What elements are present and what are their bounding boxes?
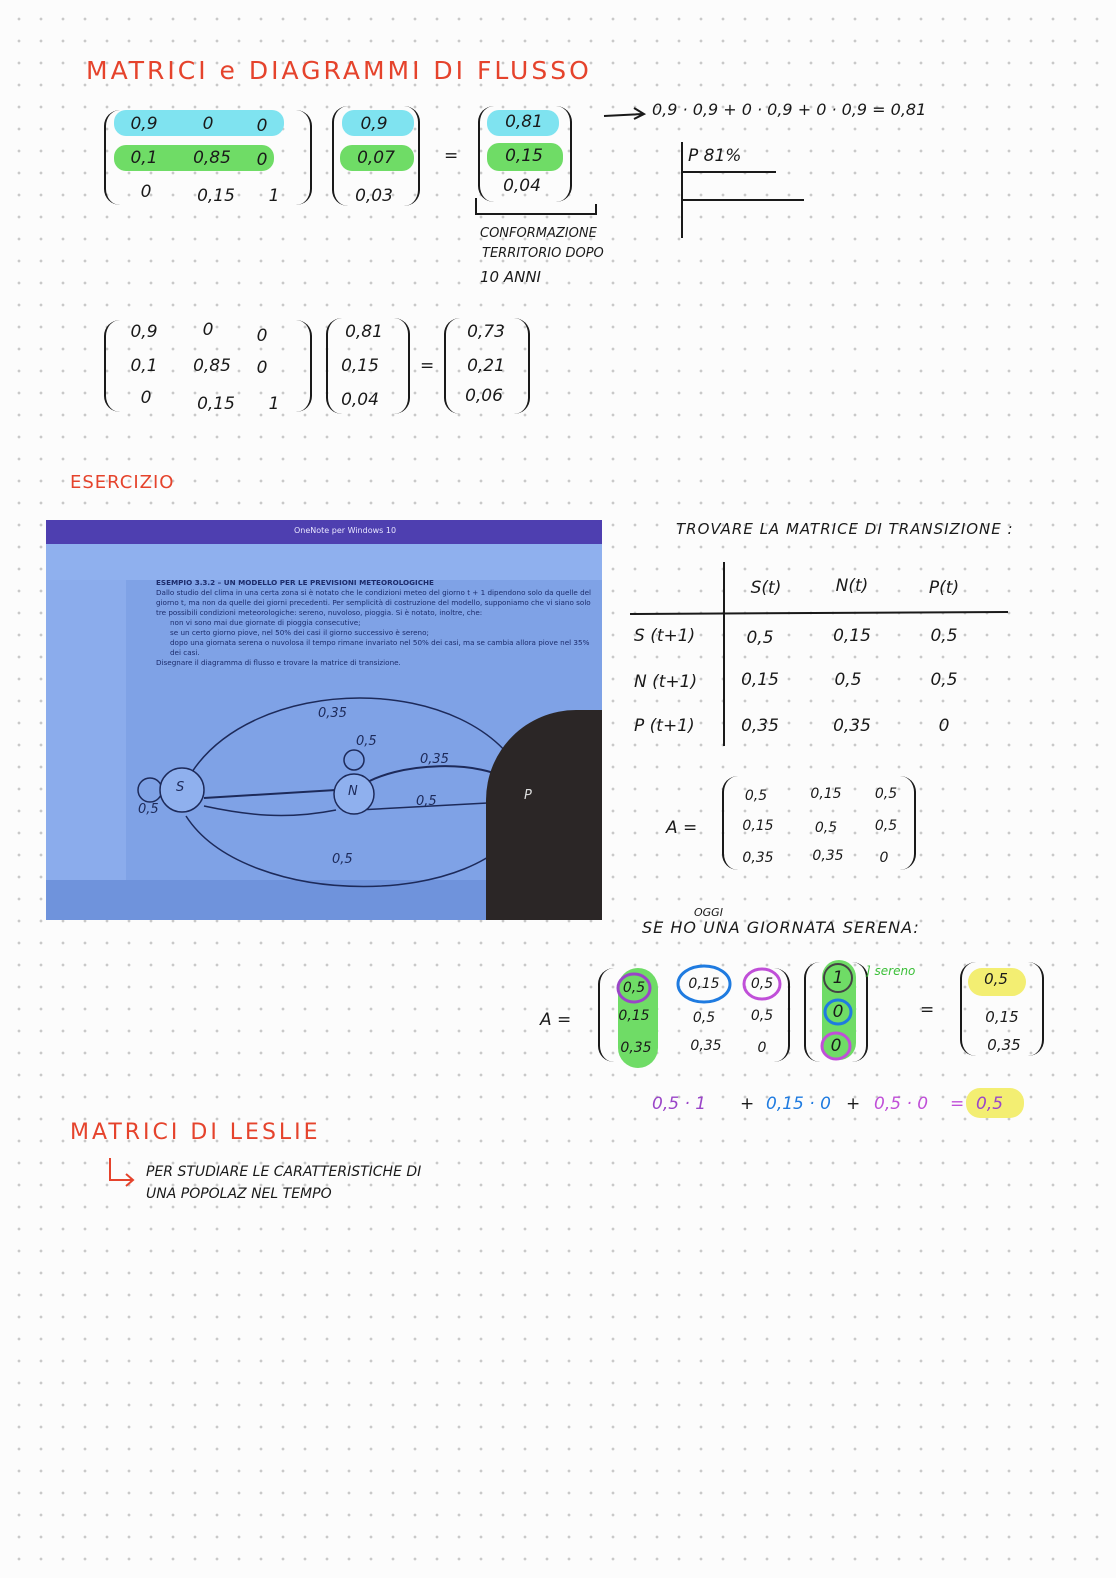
- exercise-bullet-2: se un certo giorno piove, nel 50% dei casi il giorno successivo è sereno;: [170, 628, 429, 637]
- state-2: 0: [830, 1036, 842, 1056]
- t-r0c1: 0,15: [833, 626, 871, 646]
- row-header-p: P (t+1): [634, 716, 695, 736]
- leslie-note-line-1: PER STUDIARE LE CARATTERISTICHE DI: [146, 1164, 422, 1180]
- edge-label-sp-top: 0,35: [318, 706, 347, 721]
- m1-r2c1: 0,15: [197, 186, 235, 206]
- m1-r1c0: 0,1: [130, 148, 158, 168]
- a-r0c1: 0,15: [810, 786, 842, 802]
- calc-result: 0,5: [976, 1094, 1004, 1114]
- t-r1c0: 0,15: [741, 670, 779, 690]
- t-r0c2: 0,5: [930, 626, 958, 646]
- v2-1: 0,15: [341, 356, 379, 376]
- edge-label-ss: 0,5: [138, 802, 159, 817]
- matrix-A-label: A =: [666, 818, 698, 838]
- exercise-task: Disegnare il diagramma di flusso e trovare la matrice di transizione.: [156, 658, 401, 667]
- res-0: 0,5: [984, 970, 1008, 988]
- section-title-leslie: MATRICI DI LESLIE: [70, 1120, 321, 1145]
- r2-0: 0,73: [467, 322, 505, 342]
- m2-r2c2: 1: [268, 394, 280, 414]
- r1-0: 0,81: [505, 112, 543, 132]
- m2-r0c0: 0,9: [130, 322, 158, 342]
- m2-r1c0: 0,1: [130, 356, 158, 376]
- edge-label-ps-bottom: 0,5: [332, 852, 353, 867]
- m2-r0c1: 0: [202, 320, 214, 340]
- t-r2c0: 0,35: [741, 716, 779, 736]
- oggi-note: OGGI: [694, 906, 723, 919]
- r2-2: 0,06: [465, 386, 503, 406]
- t-r1c2: 0,5: [930, 670, 958, 690]
- r2-1: 0,21: [467, 356, 505, 376]
- caption-line-3: 10 ANNI: [480, 268, 541, 286]
- instruction: TROVARE LA MATRICE DI TRANSIZIONE :: [676, 520, 1014, 538]
- calc-part-2: 0,15 · 0: [766, 1094, 831, 1114]
- a-r0c2: 0,5: [874, 786, 898, 802]
- edge-label-np: 0,35: [420, 752, 449, 767]
- r1-2: 0,04: [503, 176, 541, 196]
- m2-r0c2: 0: [256, 326, 268, 346]
- equals-sign-1: =: [444, 146, 459, 166]
- equals-sign-3: =: [920, 1000, 935, 1020]
- calc-part-3: 0,5 · 0: [874, 1094, 929, 1114]
- edge-label-nn: 0,5: [356, 734, 377, 749]
- m2-r2c0: 0: [140, 388, 152, 408]
- m1-r1c2: 0: [256, 150, 268, 170]
- t-r2c2: 0: [938, 716, 950, 736]
- underbrace: [470, 196, 606, 220]
- state-1: 0: [832, 1002, 844, 1022]
- b-r2c1: 0,35: [690, 1038, 722, 1054]
- t-r1c1: 0,5: [834, 670, 862, 690]
- m1-r1c1: 0,85: [193, 148, 231, 168]
- matrix-B-label: A =: [540, 1010, 572, 1030]
- exercise-bullet-3: dopo una giornata serena o nuvolosa il tempo rimane invariato nel 50% dei casi, ma se cambia allora piove nel 35% dei casi.: [170, 638, 590, 657]
- b-r1c2: 0,5: [750, 1008, 774, 1024]
- a-r1c0: 0,15: [742, 818, 774, 834]
- a-r1c2: 0,5: [874, 818, 898, 834]
- m1-r0c0: 0,9: [130, 114, 158, 134]
- b-r0c0: 0,5: [622, 980, 646, 996]
- v1-1: 0,07: [357, 148, 395, 168]
- a-r0c0: 0,5: [744, 788, 768, 804]
- t-r2c1: 0,35: [833, 716, 871, 736]
- row-header-n: N (t+1): [634, 672, 698, 692]
- a-r2c1: 0,35: [812, 848, 844, 864]
- v1-2: 0,03: [355, 186, 393, 206]
- exercise-heading: ESEMPIO 3.3.2 – UN MODELLO PER LE PREVISIONI METEOROLOGICHE: [156, 578, 434, 587]
- state-0: 1: [832, 968, 844, 988]
- calc-plus-2: +: [846, 1094, 861, 1114]
- t-r0c0: 0,5: [746, 628, 774, 648]
- b-r1c1: 0,5: [692, 1010, 716, 1026]
- calc-line: 0,9 · 0,9 + 0 · 0,9 + 0 · 0,9 = 0,81: [652, 100, 927, 119]
- a-r1c1: 0,5: [814, 820, 838, 836]
- v2-2: 0,04: [341, 390, 379, 410]
- calc-plus-1: +: [740, 1094, 755, 1114]
- edge-label-pn: 0,5: [416, 794, 437, 809]
- m2-r2c1: 0,15: [197, 394, 235, 414]
- exercise-title: ESERCIZIO: [70, 472, 175, 493]
- node-s-label: S: [176, 780, 185, 795]
- m1-r0c2: 0: [256, 116, 268, 136]
- m1-r2c2: 1: [268, 186, 280, 206]
- m1-r0c1: 0: [202, 114, 214, 134]
- v1-0: 0,9: [360, 114, 388, 134]
- b-r0c2: 0,5: [750, 976, 774, 992]
- equals-sign-2: =: [420, 356, 435, 376]
- col-header-p: P(t): [928, 578, 960, 598]
- m2-r1c2: 0: [256, 358, 268, 378]
- v2-0: 0,81: [345, 322, 383, 342]
- row-header-s: S (t+1): [634, 626, 696, 646]
- arrow-right-icon: [602, 104, 648, 124]
- m1-r2c0: 0: [140, 182, 152, 202]
- leslie-note-line-2: UNA POPOLAZ NEL TEMPO: [146, 1186, 332, 1202]
- res-2: 0,35: [987, 1036, 1021, 1054]
- col-header-n: N(t): [835, 576, 869, 596]
- a-r2c0: 0,35: [742, 850, 774, 866]
- window-title: OneNote per Windows 10: [294, 526, 397, 535]
- hook-arrow-icon: [104, 1156, 138, 1192]
- calc-part-1: 0,5 · 1: [652, 1094, 707, 1114]
- caption-line-1: CONFORMAZIONE: [480, 226, 597, 241]
- screen-photo: [46, 520, 602, 920]
- node-n-label: N: [348, 784, 358, 799]
- exercise-bullet-1: non vi sono mai due giornate di pioggia consecutive;: [170, 618, 361, 627]
- m2-r1c1: 0,85: [193, 356, 231, 376]
- caption-line-2: TERRITORIO DOPO: [482, 246, 604, 261]
- calc-equals: =: [950, 1094, 965, 1114]
- section-title-matrici-flusso: MATRICI e DIAGRAMMI DI FLUSSO: [86, 56, 592, 85]
- sereno-note: ] sereno: [866, 964, 916, 978]
- node-p-label: P: [524, 788, 532, 803]
- exercise-body: Dallo studio del clima in una certa zona si è notato che le condizioni meteo del giorno t + 1 dipendono solo da quelle del giorno t, ma non da quelle dei giorni precedenti. Per semplicità di costruzione del modello, supponiamo che vi siano solo tre possibili condizioni meteorologiche: sereno, nuvoloso, pioggia. Si è notato, inoltre, che:: [156, 588, 592, 617]
- b-r1c0: 0,15: [618, 1008, 650, 1024]
- r1-1: 0,15: [505, 146, 543, 166]
- box-text: P 81%: [688, 146, 742, 166]
- question-text: SE HO UNA GIORNATA SERENA:: [642, 918, 920, 937]
- b-r0c1: 0,15: [688, 976, 720, 992]
- col-header-s: S(t): [750, 578, 782, 598]
- b-r2c2: 0: [757, 1040, 767, 1056]
- a-r2c2: 0: [879, 850, 889, 866]
- res-1: 0,15: [985, 1008, 1019, 1026]
- b-r2c0: 0,35: [620, 1040, 652, 1056]
